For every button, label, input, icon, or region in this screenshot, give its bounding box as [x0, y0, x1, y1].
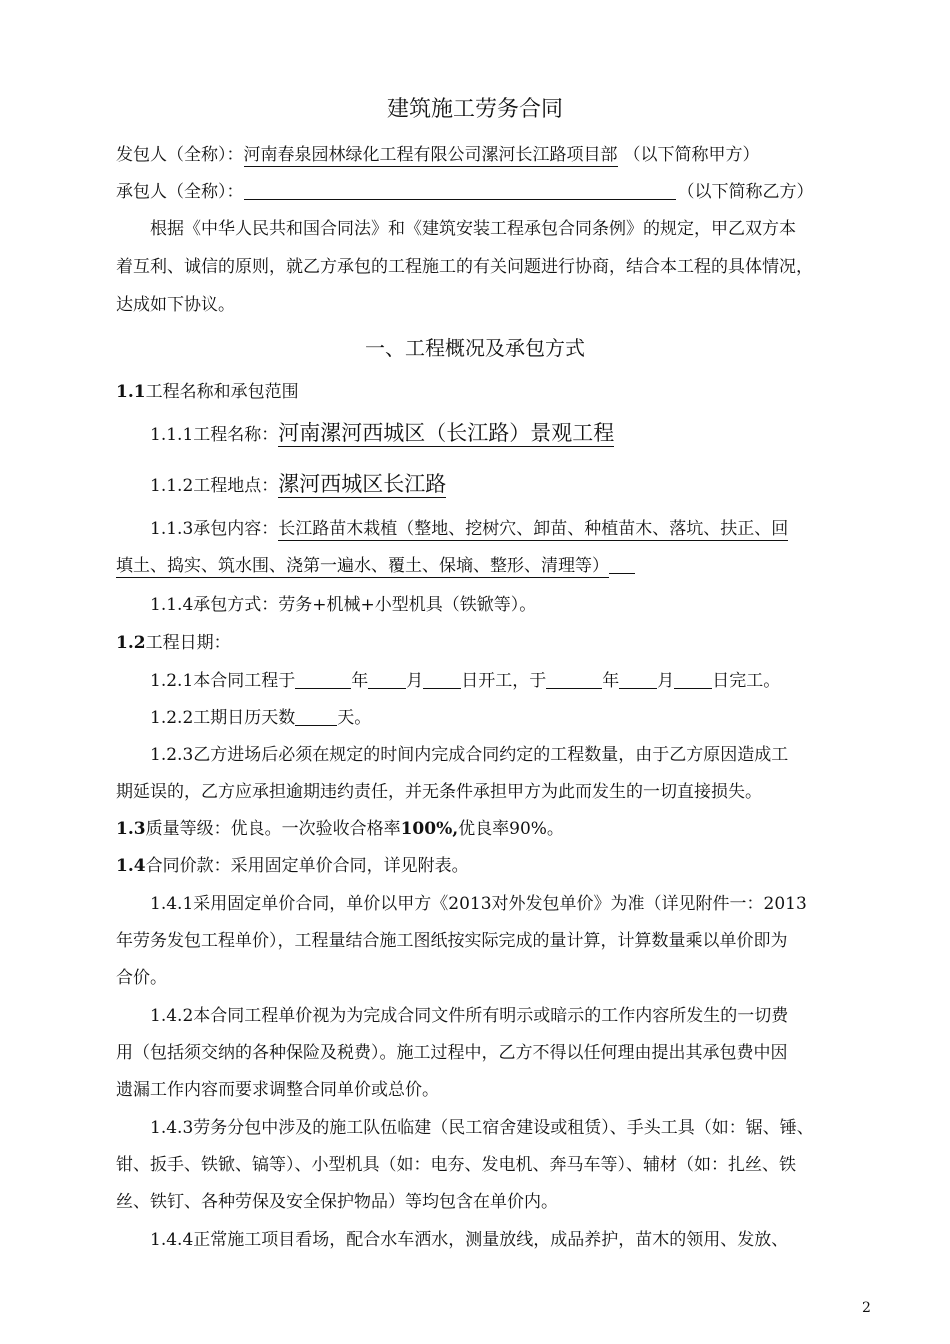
party-a-suffix: （以下简称甲方）: [623, 145, 760, 165]
clause-1-4-4-line-1: 1.4.4正常施工项目看场，配合水车洒水，测量放线，成品养护，苗木的领用、发放、: [150, 1230, 789, 1250]
section-1-heading: 一、工程概况及承包方式: [365, 336, 585, 360]
clause-1-4: 1.4合同价款：采用固定单价合同，详见附表。: [116, 856, 469, 876]
clause-1-1-4: 1.1.4承包方式：劳务+机械+小型机具（铁锨等）。: [150, 595, 537, 615]
party-b-suffix: （以下简称乙方）: [677, 182, 814, 202]
project-name: 河南漯河西城区（长江路）景观工程: [278, 421, 615, 445]
party-b-line: [116, 181, 814, 203]
clause-1-4-3-line-3: 丝、铁钉、各种劳保及安全保护物品）等均包含在单价内。: [116, 1192, 558, 1212]
clause-1-1-2: 1.1.2工程地点：漯河西城区长江路: [150, 472, 447, 496]
clause-1-4-3-line-2: 钳、扳手、铁锨、镐等）、小型机具（如：电夯、发电机、奔马车等）、辅材（如：扎丝、铁: [116, 1155, 796, 1175]
clause-1-4-3-line-1: 1.4.3劳务分包中涉及的施工队伍临建（民工宿舍建设或租赁）、手头工具（如：锯、锤、: [150, 1118, 814, 1138]
document-title: 建筑施工劳务合同: [386, 97, 563, 122]
clause-1-2-1: 1.2.1本合同工程于 年 月 日开工，于 年 月 日完工。: [150, 671, 781, 691]
clause-1-1-3-cont: [116, 555, 635, 577]
scope-line-1: 长江路苗木栽植（整地、挖树穴、卸苗、种植苗木、落坑、扶正、回: [278, 519, 789, 539]
preamble-line-3: 达成如下协议。: [116, 295, 235, 315]
clause-1-2: 1.2工程日期：: [116, 633, 231, 653]
start-month-blank: [368, 670, 406, 689]
party-b-name-blank: [244, 181, 676, 200]
clause-1-1-1: 1.1.1工程名称：河南漯河西城区（长江路）景观工程: [150, 421, 615, 445]
start-day-blank: [423, 670, 461, 689]
party-a-name: 河南春泉园林绿化工程有限公司漯河长江路项目部: [243, 145, 618, 165]
clause-1-4-1-line-2: 年劳务发包工程单价），工程量结合施工图纸按实际完成的量计算，计算数量乘以单价即为: [116, 931, 788, 951]
party-a-label: 发包人（全称）：: [116, 145, 244, 165]
clause-1-2-2: 1.2.2工期日历天数 天。: [150, 708, 372, 728]
clause-1-3: 1.3质量等级：优良。一次验收合格率100%,优良率90%。: [116, 819, 564, 839]
clause-1-4-2-line-2: 用（包括须交纳的各种保险及税费）。施工过程中，乙方不得以任何理由提出其承包费中因: [116, 1043, 788, 1063]
project-location: 漯河西城区长江路: [278, 472, 447, 496]
clause-1-4-1-line-3: 合价。: [116, 968, 167, 988]
clause-1-1: 1.1工程名称和承包范围: [116, 382, 299, 402]
scope-line-2: 填土、捣实、筑水围、浇第一遍水、覆土、保墒、整形、清理等）: [116, 556, 609, 576]
party-b-label: 承包人（全称）：: [116, 182, 244, 202]
duration-days-blank: [295, 707, 337, 726]
start-year-blank: [295, 670, 351, 689]
party-a-line: [116, 144, 760, 166]
clause-1-4-1-line-1: 1.4.1采用固定单价合同，单价以甲方《2013对外发包单价》为准（详见附件一：2013: [150, 894, 807, 914]
page-number: 2: [862, 1300, 871, 1316]
clause-1-4-2-line-1: 1.4.2本合同工程单价视为为完成合同文件所有明示或暗示的工作内容所发生的一切费: [150, 1006, 789, 1026]
clause-1-2-3-line-2: 期延误的，乙方应承担逾期违约责任，并无条件承担甲方为此而发生的一切直接损失。: [116, 782, 762, 802]
clause-1-4-2-line-3: 遗漏工作内容而要求调整合同单价或总价。: [116, 1080, 439, 1100]
preamble-line-2: 着互利、诚信的原则，就乙方承包的工程施工的有关问题进行协商，结合本工程的具体情况，: [116, 257, 813, 277]
clause-1-1-3: 1.1.3承包内容：长江路苗木栽植（整地、挖树穴、卸苗、种植苗木、落坑、扶正、回: [150, 519, 789, 539]
end-year-blank: [546, 670, 602, 689]
end-day-blank: [674, 670, 712, 689]
clause-1-2-3-line-1: 1.2.3乙方进场后必须在规定的时间内完成合同约定的工程数量，由于乙方原因造成工: [150, 745, 789, 765]
end-month-blank: [619, 670, 657, 689]
preamble-line-1: 根据《中华人民共和国合同法》和《建筑安装工程承包合同条例》的规定，甲乙双方本: [150, 219, 796, 239]
